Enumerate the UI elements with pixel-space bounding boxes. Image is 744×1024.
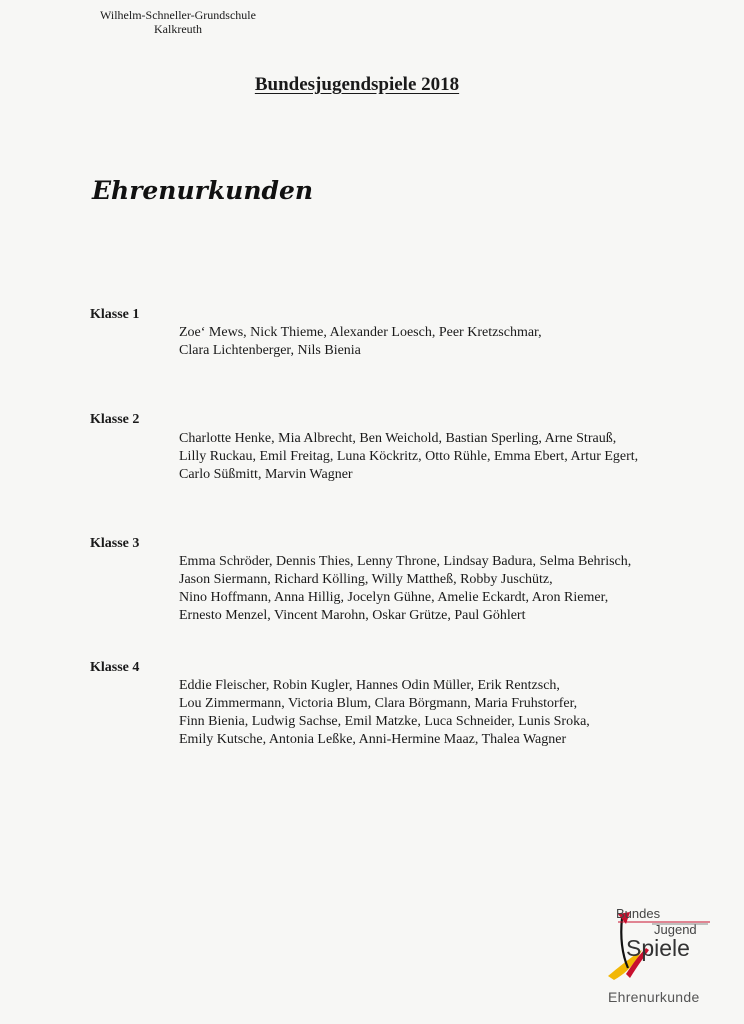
name-line: Charlotte Henke, Mia Albrecht, Ben Weichold, Bastian Sperling, Arne Strauß, bbox=[179, 431, 617, 446]
name-line: Finn Bienia, Ludwig Sachse, Emil Matzke, Luca Schneider, Lunis Sroka, bbox=[179, 714, 590, 729]
class-names-2 bbox=[179, 430, 699, 484]
section-heading: Ehrenurkunden bbox=[92, 176, 314, 205]
logo-word-jugend: Jugend bbox=[654, 922, 697, 937]
logo-word-spiele: Spiele bbox=[626, 935, 690, 961]
class-label-2: Klasse 2 bbox=[90, 412, 140, 427]
school-location: Kalkreuth bbox=[154, 22, 202, 36]
name-line: Lou Zimmermann, Victoria Blum, Clara Börgmann, Maria Fruhstorfer, bbox=[179, 696, 578, 711]
class-label-1: Klasse 1 bbox=[90, 307, 140, 322]
name-line: Emma Schröder, Dennis Thies, Lenny Throne, Lindsay Badura, Selma Behrisch, bbox=[179, 554, 632, 569]
name-line: Emily Kutsche, Antonia Leßke, Anni-Hermine Maaz, Thalea Wagner bbox=[179, 732, 567, 747]
name-line: Carlo Süßmitt, Marvin Wagner bbox=[179, 467, 353, 482]
class-names-3 bbox=[179, 553, 699, 625]
logo-word-bundes: Bundes bbox=[616, 906, 661, 921]
name-line: Lilly Ruckau, Emil Freitag, Luna Köckritz, Otto Rühle, Emma Ebert, Artur Egert, bbox=[179, 449, 639, 464]
document-title: Bundesjugendspiele 2018 bbox=[254, 74, 460, 95]
name-line: Zoe‘ Mews, Nick Thieme, Alexander Loesch, Peer Kretzschmar, bbox=[179, 325, 542, 340]
name-line: Ernesto Menzel, Vincent Marohn, Oskar Grütze, Paul Göhlert bbox=[179, 608, 526, 623]
logo-graphic bbox=[600, 888, 718, 988]
class-label-3: Klasse 3 bbox=[90, 536, 140, 551]
name-line: Eddie Fleischer, Robin Kugler, Hannes Odin Müller, Erik Rentzsch, bbox=[179, 678, 560, 693]
name-line: Jason Siermann, Richard Kölling, Willy Mattheß, Robby Juschütz, bbox=[179, 572, 553, 587]
class-label-4: Klasse 4 bbox=[90, 660, 140, 675]
name-line: Nino Hoffmann, Anna Hillig, Jocelyn Gühne, Amelie Eckardt, Aron Riemer, bbox=[179, 590, 609, 605]
name-line: Clara Lichtenberger, Nils Bienia bbox=[179, 343, 361, 358]
logo-caption: Ehrenurkunde bbox=[608, 989, 700, 1005]
school-name-line1: Wilhelm-Schneller-Grundschule bbox=[100, 8, 256, 22]
school-name bbox=[90, 8, 266, 36]
class-names-1 bbox=[179, 324, 699, 360]
class-names-4 bbox=[179, 677, 699, 749]
